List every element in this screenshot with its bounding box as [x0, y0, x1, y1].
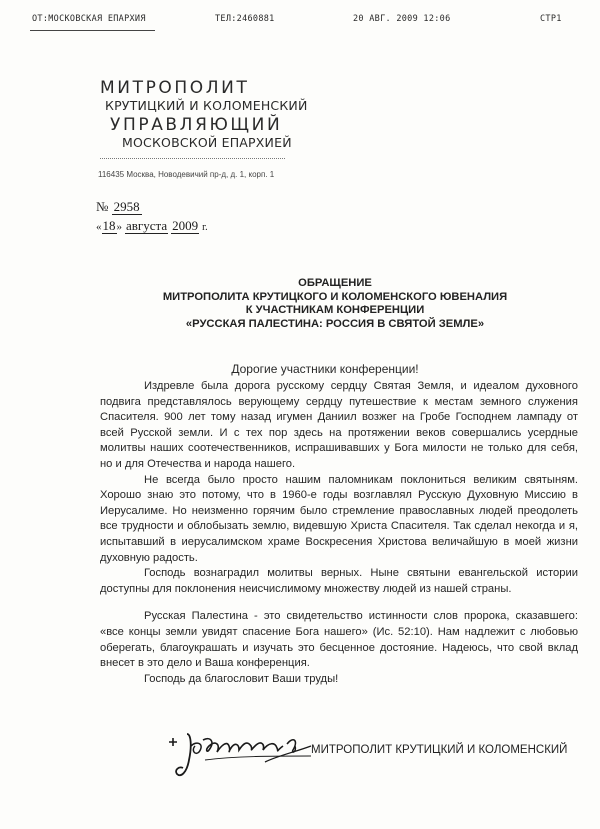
signature-block	[165, 726, 585, 786]
paragraph-2: Не всегда было просто нашим паломникам поклониться великим святыням. Хорошо знаю это потому, что в 1960-е годы возглавлял Русскую Духовную Миссию в Иерусалиме. Но неизменно горячим было стремление православных людей преодолеть все трудности и облобызать землю, видевшую Христа Спасителя. Так сделал некогда и я, испытавший в иерусалимском храме Воскресения Христова величайшую в моей жизни духовную радость.	[100, 473, 578, 564]
letterhead	[100, 78, 400, 150]
paragraph-5: Господь да благословит Ваши труды!	[144, 672, 339, 685]
fax-from: ОТ:МОСКОВСКАЯ ЕПАРХИЯ	[32, 14, 146, 24]
fax-tel: ТЕЛ:2460881	[215, 14, 275, 24]
date-month: августа	[126, 218, 168, 233]
heading-line-1: ОБРАЩЕНИЕ	[298, 277, 372, 289]
date-open-quote: «	[96, 221, 102, 233]
letter-body	[100, 379, 578, 687]
letterhead-title: МИТРОПОЛИТ	[100, 78, 250, 98]
document-heading	[140, 277, 530, 331]
fax-datetime: 20 АВГ. 2009 12:06	[353, 14, 451, 24]
signer-title: МИТРОПОЛИТ КРУТИЦКИЙ И КОЛОМЕНСКИЙ	[311, 744, 568, 756]
paragraph-3: Господь вознаградил молитвы верных. Ныне святыни евангельской истории доступны для поклонения неисчислимому множеству людей из нашей страны.	[100, 567, 578, 595]
date-day: 18	[102, 218, 116, 233]
registration-date	[96, 218, 208, 234]
number-value: 2958	[113, 199, 140, 214]
heading-line-4: «РУССКАЯ ПАЛЕСТИНА: РОССИЯ В СВЯТОЙ ЗЕМЛЕ»	[185, 317, 485, 330]
letterhead-divider	[100, 158, 285, 159]
date-close-quote: »	[116, 221, 122, 233]
greeting: Дорогие участники конференции!	[231, 362, 419, 376]
letterhead-address: 116435 Москва, Новодевичий пр-д, д. 1, корп. 1	[98, 170, 275, 179]
date-year: 2009	[172, 218, 199, 233]
heading-line-3: К УЧАСТНИКАМ КОНФЕРЕНЦИИ	[245, 304, 425, 316]
letterhead-subtitle2: МОСКОВСКОЙ ЕПАРХИЕЙ	[122, 135, 292, 150]
letterhead-subtitle: КРУТИЦКИЙ И КОЛОМЕНСКИЙ	[105, 98, 308, 113]
heading-line-2: МИТРОПОЛИТА КРУТИЦКОГО И КОЛОМЕНСКОГО ЮВЕНАЛИЯ	[162, 290, 508, 303]
date-suffix: г.	[202, 222, 208, 233]
handwritten-signature	[165, 726, 315, 786]
letterhead-title2: УПРАВЛЯЮЩИЙ	[110, 115, 283, 135]
paragraph-1: Издревле была дорога русскому сердцу Святая Земля, и идеалом духовного подвига представлялось верующему сердцу путешествие к местам земного служения Спасителя. 900 лет тому назад игумен Даниил возжег на Гробе Господнем лампаду от всей Русской земли. И с тех пор здесь на протяжении веков совершались усердные молитвы наших соотечественников, испрашивавших у Бога милости не только для себя, но и для Отечества и народа нашего.	[100, 380, 578, 470]
fax-page-number: СТР1	[540, 14, 562, 24]
fax-underline	[30, 30, 155, 31]
number-label: №	[96, 199, 109, 214]
paragraph-4: Русская Палестина - это свидетельство истинности слов пророка, сказавшего: «все концы земли увидят спасение Бога нашего» (Ис. 52:10). Нам надлежит с любовью оберегать, благоукрашать и изучать это бесценное достояние. Надеюсь, что свой вклад внесет в это дело и Ваша конференция.	[100, 610, 578, 670]
fax-header	[0, 10, 600, 26]
registration-number	[96, 199, 142, 215]
